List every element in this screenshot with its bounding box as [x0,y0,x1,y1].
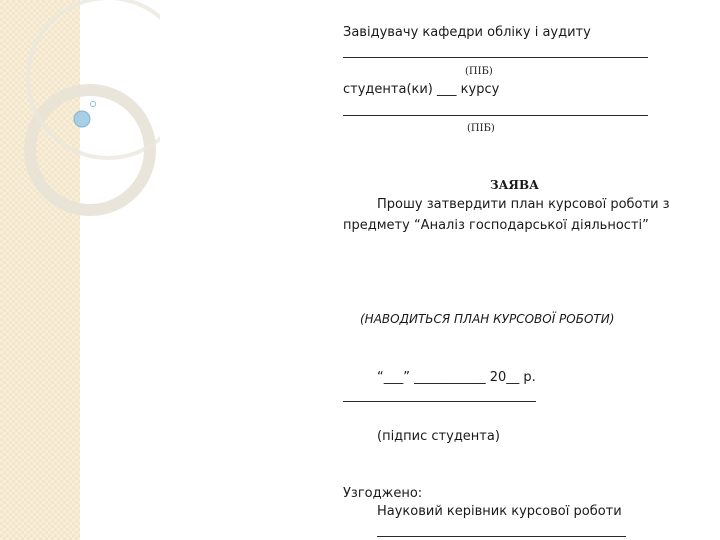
name-blank-line-2 [343,115,648,116]
date-line: “___” ___________ 20__ р. [377,370,536,385]
request-text-line-1: Прошу затвердити план курсової роботи з [377,197,670,212]
document-title: ЗАЯВА [490,178,539,192]
addressee-line: Завідувачу кафедри обліку і аудиту [343,25,591,40]
signature-label: (підпис студента) [377,429,500,444]
supervisor-label: Науковий керівник курсової роботи [377,504,622,519]
pib-label: (ПІБ) [465,66,493,77]
name-blank-line-1 [343,57,648,58]
pib-label: (ПІБ) [467,123,495,134]
signature-blank-line [343,401,536,402]
student-course-line: студента(ки) ___ курсу [343,82,500,97]
decorative-circles [0,0,160,260]
plan-placeholder: (НАВОДИТЬСЯ ПЛАН КУРСОВОЇ РОБОТИ) [360,312,615,326]
agreed-label: Узгоджено: [343,486,423,501]
supervisor-blank-line [377,536,626,537]
request-text-line-2: предмету “Аналіз господарської діяльності” [343,218,649,233]
